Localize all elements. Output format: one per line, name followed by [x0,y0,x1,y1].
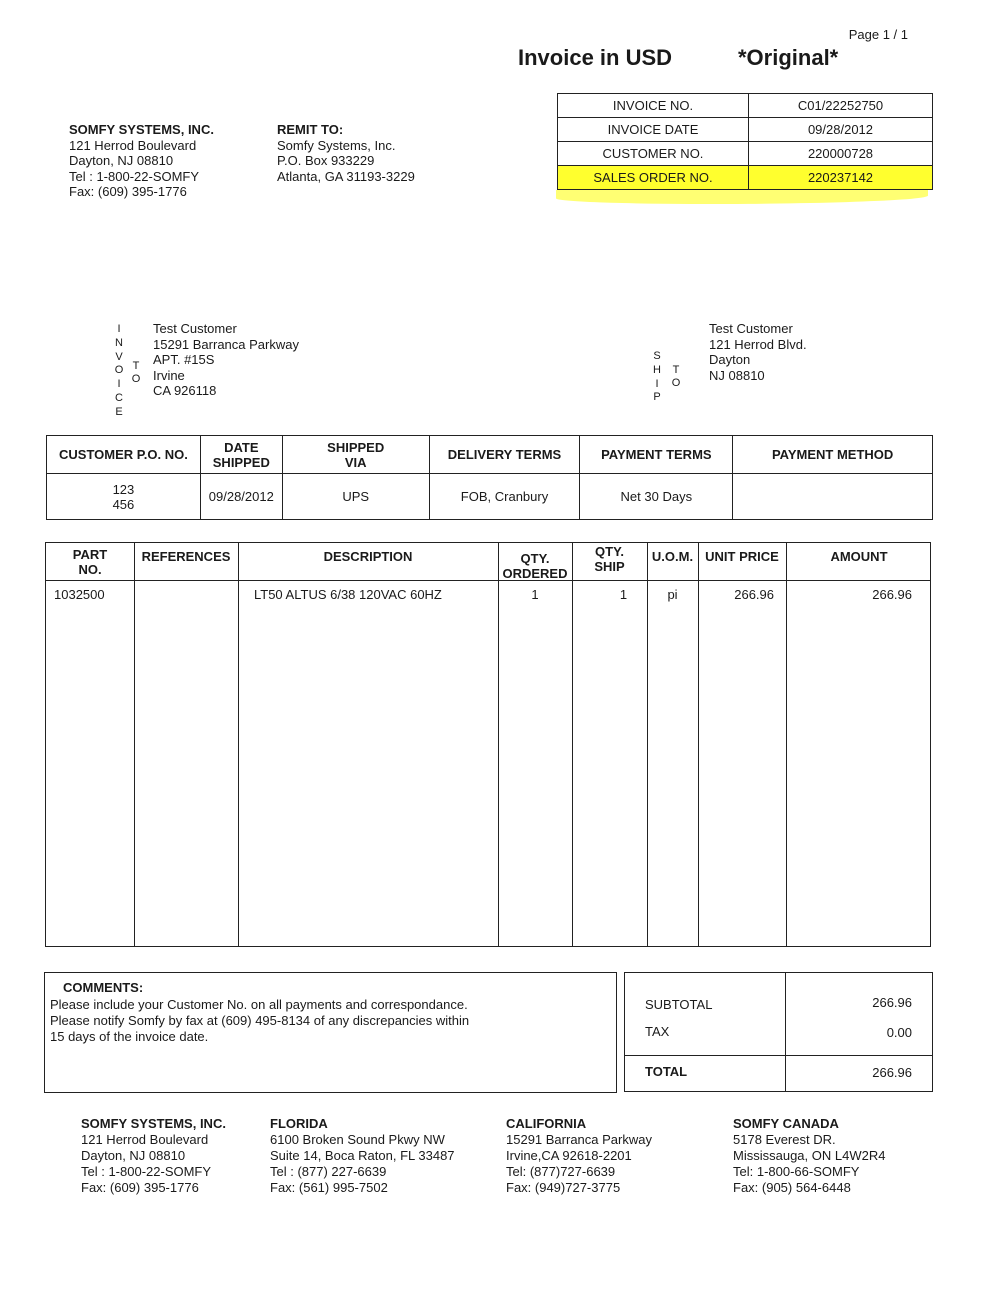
unit-price-header: UNIT PRICE [705,549,779,564]
column-divider [572,543,573,946]
header-line: PART [72,546,108,562]
column-divider [647,543,648,946]
vertical-letter: N [115,336,123,349]
remit-to-address-line: Atlanta, GA 31193-3229 [277,168,415,184]
to-letter: O [671,377,681,389]
part-no-header [46,543,134,580]
office-title: SOMFY SYSTEMS, INC. [81,1116,226,1131]
payment-terms-value: Net 30 Days [580,474,733,520]
order-details-table [46,435,933,520]
company-address-line: 121 Herrod Boulevard [69,137,197,153]
address-line: 121 Herrod Blvd. [709,336,807,352]
vertical-letter: H [653,363,661,376]
ship-to-label [670,364,682,390]
vertical-letter: V [115,350,123,363]
office-line: 121 Herrod Boulevard [81,1132,209,1147]
invoice-no-label: INVOICE NO. [558,94,749,118]
invoice-to-label [130,360,142,386]
column-divider [238,543,239,946]
comments-title: COMMENTS: [63,980,144,995]
comments-box [44,972,617,1093]
office-line: 15291 Barranca Parkway [506,1132,652,1147]
comment-line: Please notify Somfy by fax at (609) 495-8134 of any discrepancies within [50,1013,470,1028]
customer-no-value: 220000728 [749,142,933,166]
remit-to-title: REMIT TO: [277,122,344,137]
item-description: LT50 ALTUS 6/38 120VAC 60HZ [254,587,442,602]
office-title: FLORIDA [270,1116,328,1131]
address-line: Dayton [709,352,751,367]
office-line: Fax: (905) 564-6448 [733,1180,851,1195]
date-shipped-value: 09/28/2012 [200,474,282,520]
header-line: QTY. [520,550,550,566]
office-line: Suite 14, Boca Raton, FL 33487 [270,1148,455,1163]
invoice-no-row [558,94,933,118]
subtotal-label: SUBTOTAL [645,997,713,1012]
customer-no-row [558,142,933,166]
invoice-info-table [557,93,933,190]
office-title: SOMFY CANADA [733,1116,839,1131]
comment-line: Please include your Customer No. on all payments and correspondance. [50,997,468,1012]
tax-label: TAX [645,1024,670,1039]
remit-to-address [277,122,415,184]
column-divider [134,543,135,946]
vertical-letter: P [653,391,661,404]
qty-ordered-header [498,543,572,584]
highlighter-mark [556,190,928,204]
remit-to-address-line: P.O. Box 933229 [277,153,375,168]
vertical-letter: I [117,378,121,391]
header-line: DATE [224,439,259,455]
po-number: 456 [112,496,135,512]
office-title: CALIFORNIA [506,1116,587,1131]
company-address [69,122,214,200]
item-part-no: 1032500 [54,587,105,602]
vertical-letter: E [115,405,123,418]
to-letter: T [672,364,680,376]
totals-separator [625,1055,932,1056]
office-line: Tel : (877) 227-6639 [270,1164,387,1179]
sales-order-label: SALES ORDER NO. [558,166,749,190]
office-line: Fax: (561) 995-7502 [270,1180,388,1195]
delivery-terms-value: FOB, Cranbury [429,474,580,520]
customer-no-label: CUSTOMER NO. [558,142,749,166]
item-qty-ordered: 1 [531,587,539,602]
address-line: APT. #15S [153,352,215,367]
comments-text [50,997,469,1045]
header-line: ORDERED [502,565,568,581]
header-line: SHIP [594,559,625,574]
office-line: Fax: (609) 395-1776 [81,1180,199,1195]
ship-vertical-label [651,350,663,405]
header-line: NO. [78,561,102,577]
vertical-letter: S [653,350,661,362]
payment-terms-header: PAYMENT TERMS [580,436,733,474]
subtotal-value: 266.96 [872,995,912,1010]
office-line: Tel: 1-800-66-SOMFY [733,1164,860,1179]
footer-office-florida [270,1116,455,1196]
shipped-via-header [282,436,429,474]
footer-office-california [506,1116,652,1196]
sales-order-value: 220237142 [749,166,933,190]
order-header-row [47,436,933,474]
uom-header: U.O.M. [651,549,694,564]
totals-divider [785,973,786,1091]
office-line: Tel: (877)727-6639 [506,1164,616,1179]
footer-office-canada [733,1116,885,1196]
tax-value: 0.00 [886,1025,912,1040]
office-line: Irvine,CA 92618-2201 [506,1148,632,1163]
footer-office-main [81,1116,226,1196]
office-line: 6100 Broken Sound Pkwy NW [270,1132,445,1147]
invoice-vertical-label [113,323,125,420]
company-fax: Fax: (609) 395-1776 [69,184,187,199]
vertical-letter: I [655,377,659,390]
vertical-letter: C [115,391,123,404]
invoice-no-value: C01/22252750 [749,94,933,118]
address-line: NJ 08810 [709,367,765,383]
address-line: Test Customer [153,321,237,336]
remit-to-name: Somfy Systems, Inc. [277,137,396,153]
date-shipped-header [200,436,282,474]
page-number: Page 1 / 1 [848,27,908,42]
invoice-date-row [558,118,933,142]
shipped-via-value: UPS [282,474,429,520]
po-number: 123 [112,481,135,497]
company-tel: Tel : 1-800-22-SOMFY [69,168,200,184]
item-uom: pi [667,587,678,602]
original-copy-label: *Original* [738,45,839,70]
invoice-title: Invoice in USD [518,45,673,70]
amount-header: AMOUNT [830,549,888,564]
address-line: Test Customer [709,321,793,336]
vertical-letter: I [117,323,121,335]
to-letter: O [131,373,141,385]
office-line: Dayton, NJ 08810 [81,1148,186,1163]
totals-box [624,972,933,1092]
payment-method-value [733,474,933,520]
sales-order-row [558,166,933,190]
po-value [47,474,201,520]
ship-to-address [709,321,807,383]
header-line: SHIPPED [327,439,385,455]
order-value-row [47,474,933,520]
column-divider [698,543,699,946]
invoice-to-address [153,321,299,399]
office-line: Fax: (949)727-3775 [506,1180,621,1195]
header-line: SHIPPED [212,454,270,470]
qty-ship-header [572,543,647,580]
column-divider [498,543,499,946]
to-letter: T [132,360,140,372]
address-line: 15291 Barranca Parkway [153,336,299,352]
office-line: 5178 Everest DR. [733,1132,836,1147]
total-label: TOTAL [645,1064,688,1079]
po-header: CUSTOMER P.O. NO. [47,436,201,474]
references-header: REFERENCES [141,549,231,564]
column-divider [786,543,787,946]
item-amount: 266.96 [872,587,912,602]
office-line: Mississauga, ON L4W2R4 [733,1148,886,1163]
item-unit-price: 266.96 [734,587,774,602]
company-name: SOMFY SYSTEMS, INC. [69,122,214,137]
line-items-table [45,542,931,947]
invoice-date-label: INVOICE DATE [558,118,749,142]
delivery-terms-header: DELIVERY TERMS [429,436,580,474]
description-header: DESCRIPTION [323,549,413,564]
item-qty-ship: 1 [619,587,628,602]
header-divider [46,580,930,581]
company-address-line: Dayton, NJ 08810 [69,153,174,168]
vertical-letter: O [114,364,124,377]
address-line: Irvine [153,367,185,383]
address-line: CA 926118 [153,383,217,398]
invoice-date-value: 09/28/2012 [749,118,933,142]
payment-method-header: PAYMENT METHOD [733,436,933,474]
office-line: Tel : 1-800-22-SOMFY [81,1164,212,1179]
comment-line: 15 days of the invoice date. [50,1029,209,1044]
total-value: 266.96 [872,1065,912,1080]
header-line: VIA [344,454,367,470]
header-line: QTY. [595,544,624,559]
